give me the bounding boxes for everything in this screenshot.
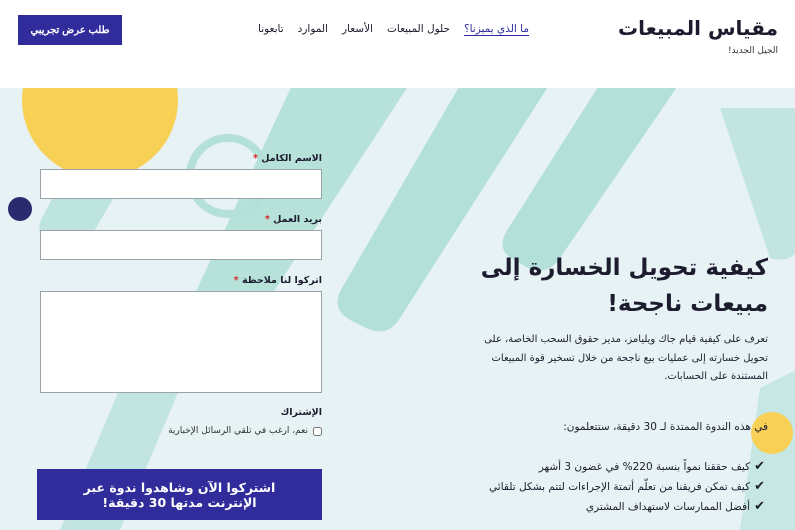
brand-logo-text[interactable]: مقياس المبيعات: [617, 16, 778, 40]
nav-item-follow-us[interactable]: تابعونا: [258, 23, 284, 35]
work-email-label: بريد العمل *: [264, 214, 322, 225]
main-nav: [258, 23, 529, 35]
page-title: كيفية تحويل الخسارة إلى مبيعات ناجحة!: [480, 255, 768, 318]
nav-item-why-us[interactable]: ما الذي يميزنا؟: [464, 23, 530, 35]
full-name-label: الاسم الكامل *: [253, 153, 322, 164]
list-item: ✔ كيف حققنا نمواً بنسبة 220% في غضون 3 أشهر: [538, 459, 765, 474]
newsletter-checkbox[interactable]: [313, 427, 322, 436]
note-textarea[interactable]: [40, 291, 322, 393]
intro-paragraph: تعرف على كيفية قيام جاك ويليامز، مدير حقوق السحب الخاصة، على تحويل خسارته إلى عمليات بيع ناجحة من خلال تسخير قوة المبيعات المستندة على الحسابات.: [484, 334, 768, 382]
brand[interactable]: [618, 16, 778, 56]
site-header: [0, 0, 795, 88]
learning-points-list: [489, 459, 765, 519]
webinar-lead-text: في هذه الندوة الممتدة لـ 30 دقيقة، ستتعلمون:: [563, 421, 768, 433]
checkmark-icon: ✔: [754, 459, 765, 474]
full-name-input[interactable]: [40, 169, 322, 199]
newsletter-label: نعم، ارغب في تلقي الرسائل الإخبارية: [168, 426, 308, 436]
hero-section: [0, 88, 795, 530]
nav-item-sales-solutions[interactable]: حلول المبيعات: [386, 23, 451, 35]
subscribe-submit-button[interactable]: اشتركوا الآن وشاهدوا ندوة عبر الإنترنت مدتها 30 دقيقة!: [37, 469, 322, 520]
signup-form: [40, 153, 322, 436]
list-item: ✔ أفضل الممارسات لاستهداف المشتري: [585, 499, 765, 514]
request-demo-button[interactable]: طلب عرض تجريبي: [18, 15, 122, 45]
newsletter-option[interactable]: [40, 426, 322, 436]
list-item: ✔ كيف تمكن فريقنا من تعلّم أتمتة الإجراءات لتتم بشكل تلقائي: [489, 479, 765, 494]
note-label: اتركوا لنا ملاحظة *: [233, 275, 322, 286]
work-email-input[interactable]: [40, 230, 322, 260]
brand-tagline: الجيل الجديد!: [727, 46, 778, 56]
navy-dot-shape: [8, 197, 32, 221]
nav-item-pricing[interactable]: الأسعار: [341, 23, 373, 35]
checkmark-icon: ✔: [754, 499, 765, 514]
nav-item-resources[interactable]: الموارد: [297, 23, 328, 35]
small-yellow-circle-shape: [751, 412, 793, 454]
checkmark-icon: ✔: [754, 479, 765, 494]
subscription-heading: الإشتراك: [280, 407, 322, 418]
